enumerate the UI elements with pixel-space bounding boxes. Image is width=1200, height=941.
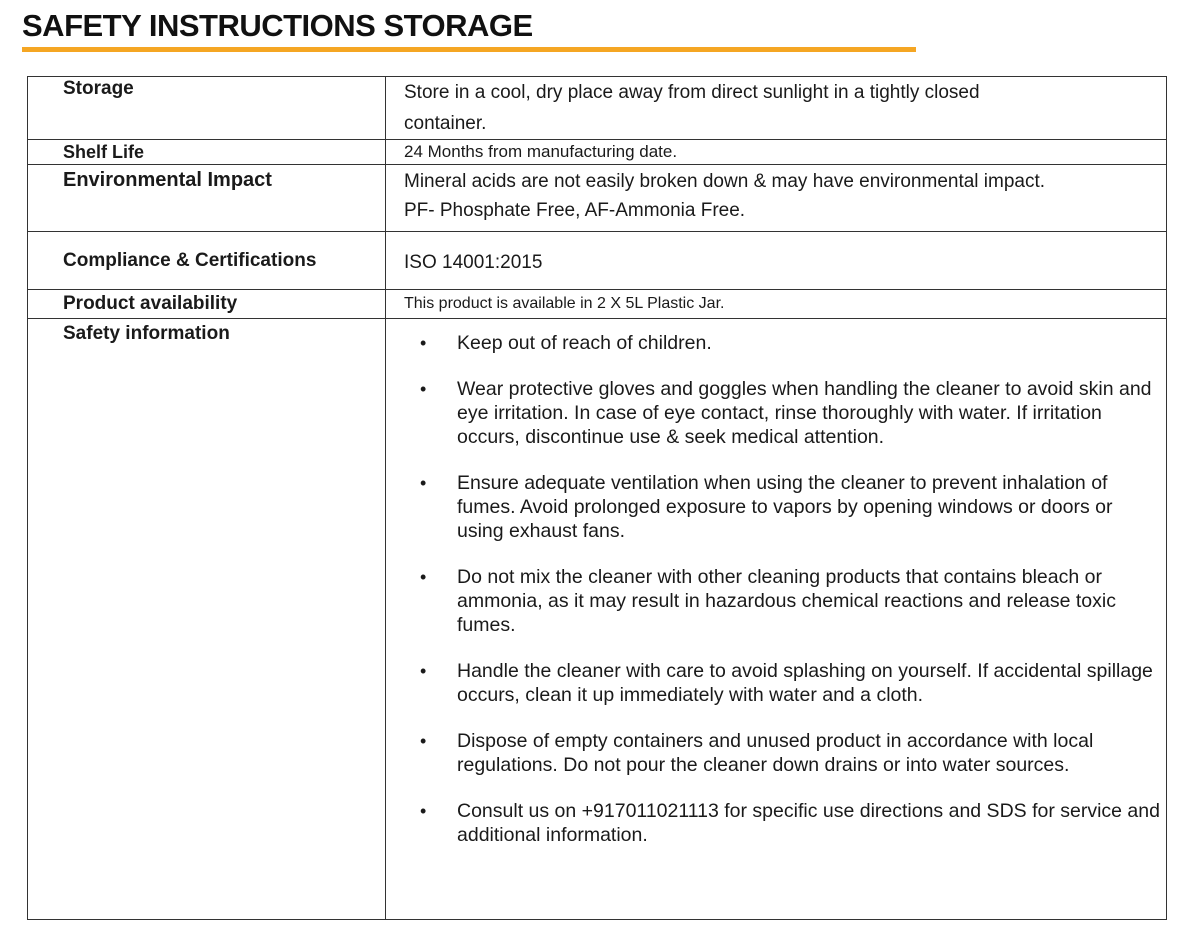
bullet-icon: • [420, 801, 427, 821]
row-label-cell [28, 77, 386, 140]
table-row-product-availability [28, 290, 1167, 319]
row-value-cell [386, 290, 1167, 319]
safety-item-text: Dispose of empty containers and unused product in accordance with local regulations. Do not pour the cleaner down drains or into water sources. [457, 730, 1094, 776]
row-label-cell [28, 232, 386, 290]
safety-item-text: Keep out of reach of children. [457, 332, 712, 354]
page-heading: SAFETY INSTRUCTIONS STORAGE [22, 8, 533, 43]
row-label-cell [28, 290, 386, 319]
bullet-icon: • [420, 379, 427, 399]
table-row-environmental-impact [28, 165, 1167, 232]
row-label-cell [28, 140, 386, 165]
row-value-cell [386, 140, 1167, 165]
safety-item-text: Consult us on +917011021113 for specific use directions and SDS for service and additional information. [457, 800, 1160, 846]
compliance-value: ISO 14001:2015 [404, 252, 543, 273]
safety-list-item [386, 331, 1166, 355]
safety-list-item [386, 565, 1166, 637]
safety-list-item [386, 659, 1166, 707]
bullet-icon: • [420, 731, 427, 751]
safety-item-text: Do not mix the cleaner with other cleaning products that contains bleach or ammonia, as it may result in hazardous chemical reactions and release toxic fumes. [457, 566, 1116, 636]
bullet-icon: • [420, 333, 427, 353]
safety-list [386, 319, 1166, 847]
safety-list-item [386, 729, 1166, 777]
safety-list-item [386, 377, 1166, 449]
row-label-cell [28, 165, 386, 232]
safety-item-text: Handle the cleaner with care to avoid splashing on yourself. If accidental spillage occurs, clean it up immediately with water and a cloth. [457, 660, 1153, 706]
storage-label: Storage [63, 78, 134, 99]
row-value-cell [386, 165, 1167, 232]
compliance-label: Compliance & Certifications [63, 250, 317, 271]
safety-item-text: Ensure adequate ventilation when using the cleaner to prevent inhalation of fumes. Avoid prolonged exposure to vapors by opening windows or doors or using exhaust fans. [457, 472, 1113, 542]
safety-list-item [386, 471, 1166, 543]
table-row-safety-information [28, 319, 1167, 920]
table-row-shelf-life [28, 140, 1167, 165]
shelf-life-label: Shelf Life [63, 142, 145, 162]
row-value-cell [386, 77, 1167, 140]
storage-value: Store in a cool, dry place away from direct sunlight in a tightly closed container. [404, 82, 980, 134]
environmental-impact-line-2: PF- Phosphate Free, AF-Ammonia Free. [404, 200, 746, 221]
shelf-life-value: 24 Months from manufacturing date. [404, 142, 678, 161]
heading-underline [22, 47, 916, 52]
environmental-impact-label: Environmental Impact [63, 169, 272, 191]
safety-information-label: Safety information [63, 323, 230, 344]
bullet-icon: • [420, 567, 427, 587]
bullet-icon: • [420, 661, 427, 681]
table-row-storage [28, 77, 1167, 140]
bullet-icon: • [420, 473, 427, 493]
safety-list-item [386, 799, 1166, 847]
product-availability-value: This product is available in 2 X 5L Plastic Jar. [404, 295, 725, 312]
row-value-cell [386, 319, 1167, 920]
row-label-cell [28, 319, 386, 920]
table-row-compliance [28, 232, 1167, 290]
row-value-cell [386, 232, 1167, 290]
product-availability-label: Product availability [63, 293, 238, 314]
environmental-impact-line-1: Mineral acids are not easily broken down & may have environmental impact. [404, 171, 1046, 192]
safety-item-text: Wear protective gloves and goggles when handling the cleaner to avoid skin and eye irritation. In case of eye contact, rinse thoroughly with water. If irritation occurs, discontinue use & seek medical attention. [457, 378, 1152, 448]
safety-storage-table [27, 76, 1167, 920]
